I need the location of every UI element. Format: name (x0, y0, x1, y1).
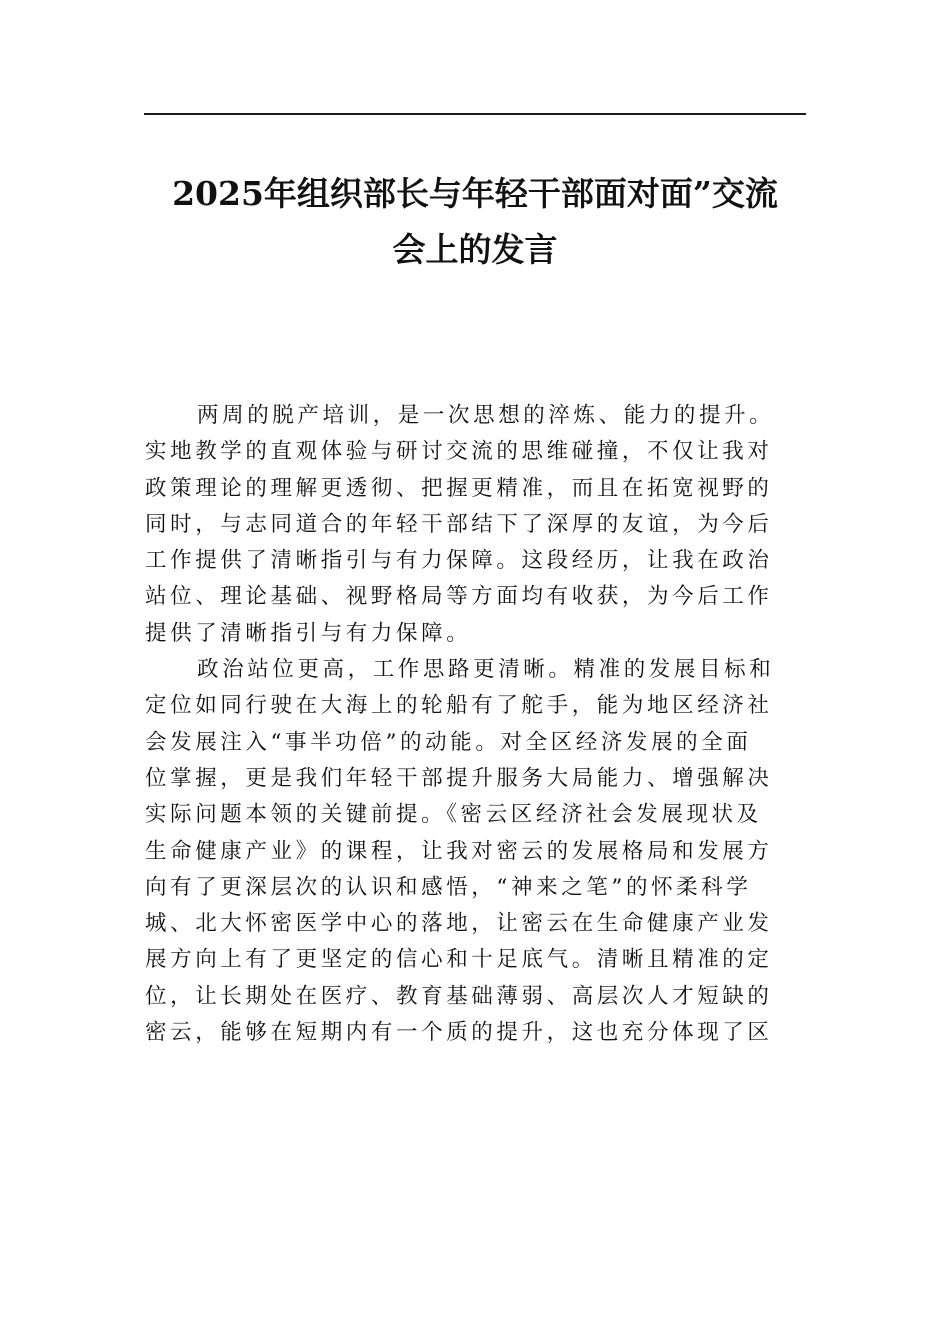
document-body (145, 398, 807, 1051)
header-rule (144, 113, 806, 115)
text-line: 会发展注入“事半功倍”的动能。对全区经济发展的全面 (145, 729, 752, 755)
text-line: 政策理论的理解更透彻、把握更精准，而且在拓宽视野的 (145, 475, 773, 501)
text-line: 提供了清晰指引与有力保障。 (145, 620, 472, 646)
text-line: 展方向上有了更坚定的信心和十足底气。清晰且精准的定 (145, 947, 773, 973)
text-line: 工作提供了清晰指引与有力保障。这段经历，让我在政治 (145, 548, 773, 574)
paragraph-2 (145, 652, 807, 1051)
document-title (140, 166, 810, 278)
title-line: 2025年组织部长与年轻干部面对面”交流 (172, 174, 778, 213)
text-line: 两周的脱产培训，是一次思想的淬炼、能力的提升。 (197, 403, 775, 428)
text-line: 站位、理论基础、视野格局等方面均有收获，为今后工作 (145, 584, 773, 610)
text-line: 实际问题本领的关键前提。《密云区经济社会发展现状及 (145, 802, 762, 828)
text-line: 生命健康产业》的课程，让我对密云的发展格局和发展方 (145, 838, 773, 864)
text-line: 向有了更深层次的认识和感悟，“神来之笔”的怀柔科学 (145, 874, 752, 900)
text-line: 政治站位更高，工作思路更清晰。精准的发展目标和 (197, 657, 775, 683)
text-line: 定位如同行驶在大海上的轮船有了舵手，能为地区经济社 (145, 693, 773, 719)
title-line: 会上的发言 (392, 230, 558, 269)
text-line: 位掌握，更是我们年轻干部提升服务大局能力、增强解决 (145, 765, 773, 791)
paragraph-1 (145, 398, 807, 652)
text-line: 同时，与志同道合的年轻干部结下了深厚的友谊，为今后 (145, 511, 773, 537)
text-line: 位，让长期处在医疗、教育基础薄弱、高层次人才短缺的 (145, 983, 773, 1009)
text-line: 城、北大怀密医学中心的落地，让密云在生命健康产业发 (145, 911, 773, 937)
text-line: 实地教学的直观体验与研讨交流的思维碰撞，不仅让我对 (145, 439, 773, 465)
text-line: 密云，能够在短期内有一个质的提升，这也充分体现了区 (145, 1020, 773, 1046)
